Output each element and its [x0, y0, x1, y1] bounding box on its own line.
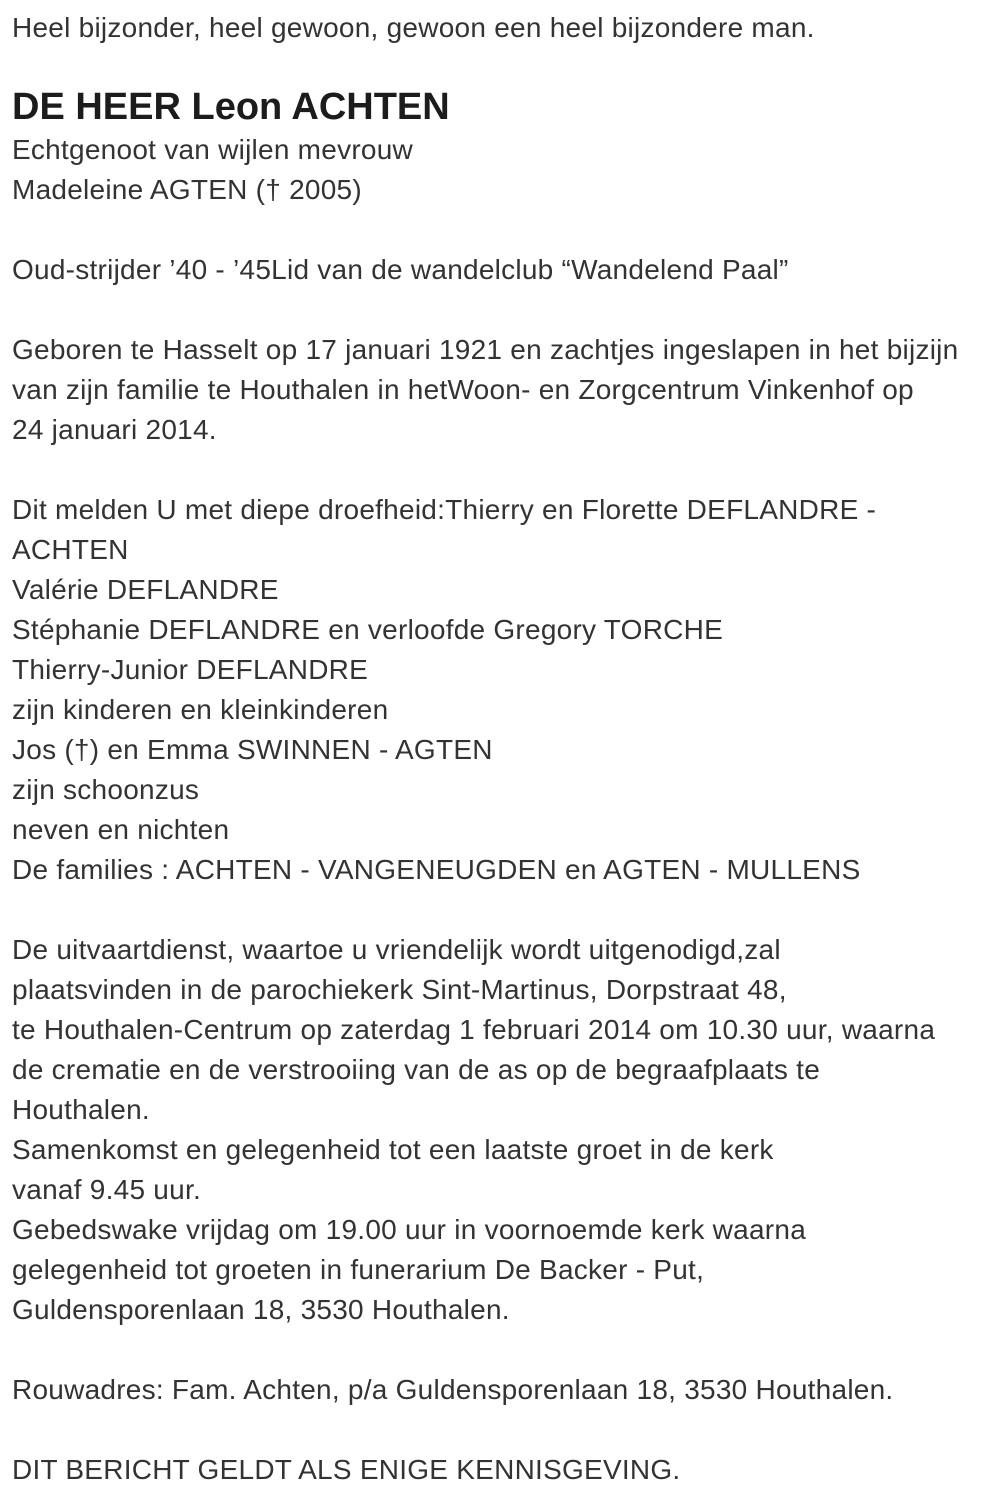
deceased-name-heading: DE HEER Leon ACHTEN [12, 86, 450, 128]
service-details-block [12, 930, 988, 1330]
family-relation-line: zijn kinderen en kleinkinderen [12, 694, 389, 725]
mourning-address-line: Rouwadres: Fam. Achten, p/a Guldensporenlaan 18, 3530 Houthalen. [12, 1374, 894, 1405]
wake-line: Guldensporenlaan 18, 3530 Houthalen. [12, 1294, 510, 1325]
deceased-block [12, 84, 988, 210]
spouse-intro-line: Echtgenoot van wijlen mevrouw [12, 134, 414, 165]
wake-line: Gebedswake vrijdag om 19.00 uur in voornoemde kerk waarna [12, 1214, 807, 1245]
family-announcement-block [12, 490, 988, 890]
closing-notice-line: DIT BERICHT GELDT ALS ENIGE KENNISGEVING. [12, 1454, 681, 1485]
family-member-line: Stéphanie DEFLANDRE en verloofde Gregory TORCHE [12, 614, 724, 645]
life-events-line: 24 januari 2014. [12, 414, 217, 445]
family-member-line: Valérie DEFLANDRE [12, 574, 279, 605]
family-announcement-line: ACHTEN [12, 534, 129, 565]
epitaph-line: Heel bijzonder, heel gewoon, gewoon een heel bijzondere man. [12, 12, 815, 43]
service-line: De uitvaartdienst, waartoe u vriendelijk wordt uitgenodigd,zal [12, 934, 781, 965]
family-relation-line: neven en nichten [12, 814, 230, 845]
life-events-line: Geboren te Hasselt op 17 januari 1921 en zachtjes ingeslapen in het bijzijn [12, 334, 959, 365]
service-line: de crematie en de verstrooiing van de as op de begraafplaats te [12, 1054, 821, 1085]
families-line: De families : ACHTEN - VANGENEUGDEN en AGTEN - MULLENS [12, 854, 861, 885]
service-line: plaatsvinden in de parochiekerk Sint-Martinus, Dorpstraat 48, [12, 974, 787, 1005]
service-line: te Houthalen-Centrum op zaterdag 1 februari 2014 om 10.30 uur, waarna [12, 1014, 936, 1045]
life-events-line: van zijn familie te Houthalen in hetWoon- en Zorgcentrum Vinkenhof op [12, 374, 914, 405]
family-announcement-line: Dit melden U met diepe droefheid:Thierry en Florette DEFLANDRE - [12, 494, 877, 525]
family-member-line: Jos (†) en Emma SWINNEN - AGTEN [12, 734, 493, 765]
gathering-line: Samenkomst en gelegenheid tot een laatste groet in de kerk [12, 1134, 774, 1165]
family-member-line: Thierry-Junior DEFLANDRE [12, 654, 369, 685]
wake-line: gelegenheid tot groeten in funerarium De Backer - Put, [12, 1254, 705, 1285]
spouse-name-line: Madeleine AGTEN († 2005) [12, 174, 362, 205]
service-line: Houthalen. [12, 1094, 150, 1125]
membership-line: Oud-strijder ’40 - ’45Lid van de wandelclub “Wandelend Paal” [12, 254, 789, 285]
gathering-line: vanaf 9.45 uur. [12, 1174, 202, 1205]
family-relation-line: zijn schoonzus [12, 774, 200, 805]
life-events-block [12, 330, 988, 450]
